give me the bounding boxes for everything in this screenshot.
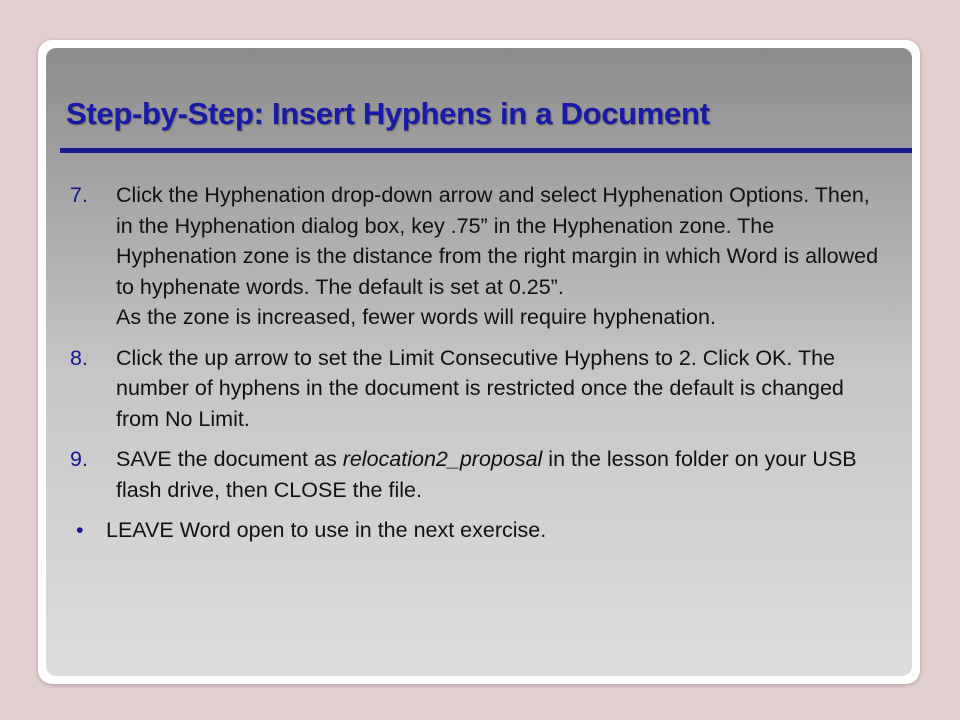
bullet-icon: • — [76, 518, 84, 542]
slide-title: Step-by-Step: Insert Hyphens in a Document — [66, 96, 710, 131]
step-8 — [70, 343, 890, 435]
bullet-text — [106, 515, 890, 546]
ui-term: OK — [755, 345, 787, 370]
step-number: 7. — [70, 183, 88, 207]
step-text-plain: . The number of hyphens in the document is restricted once the default is changed from No Limit. — [116, 345, 844, 431]
bullet-text-plain: Word open to use in the next exercise. — [173, 518, 547, 542]
step-text — [116, 444, 890, 505]
step-text-plain: the file. — [346, 477, 422, 502]
step-text-plain: the document as — [171, 447, 343, 471]
slide-panel — [46, 48, 912, 676]
step-number: 9. — [70, 447, 88, 471]
step-text-plain: arrow and select — [432, 183, 603, 207]
ui-term: CLOSE — [273, 477, 347, 502]
step-text-plain: in the lesson folder on your USB flash drive, then — [116, 447, 857, 502]
step-text-plain: to set the Limit Consecutive Hyphens to 2. Click — [288, 345, 756, 370]
step-text-plain: Click the — [116, 345, 205, 370]
file-name: relocation2_proposal — [342, 447, 543, 471]
step-text-plain: . Then, in the Hyphenation dialog box, key .75” in the Hyphenation zone. The Hyphenation zone is the distance from the right margin in which Word is allowed to hyphenate words. The default is set at 0.25”. — [116, 183, 879, 299]
step-7 — [70, 180, 890, 333]
step-text — [116, 180, 890, 333]
title-underline — [60, 148, 912, 153]
bullet-item — [70, 515, 890, 546]
step-list — [70, 180, 890, 546]
step-number: 8. — [70, 345, 88, 370]
step-text-plain: As the zone is increased, fewer words will require hyphenation. — [116, 305, 716, 329]
ui-term: SAVE — [116, 447, 172, 471]
step-text-plain: Click the — [116, 183, 205, 207]
ui-term: LEAVE — [106, 518, 174, 542]
ui-term: Hyphenation drop-down — [204, 183, 433, 207]
slide-frame — [38, 40, 920, 684]
step-text — [116, 343, 890, 435]
ui-term: up arrow — [204, 345, 289, 370]
ui-term: Hyphenation Options — [602, 183, 804, 207]
step-9 — [70, 444, 890, 505]
